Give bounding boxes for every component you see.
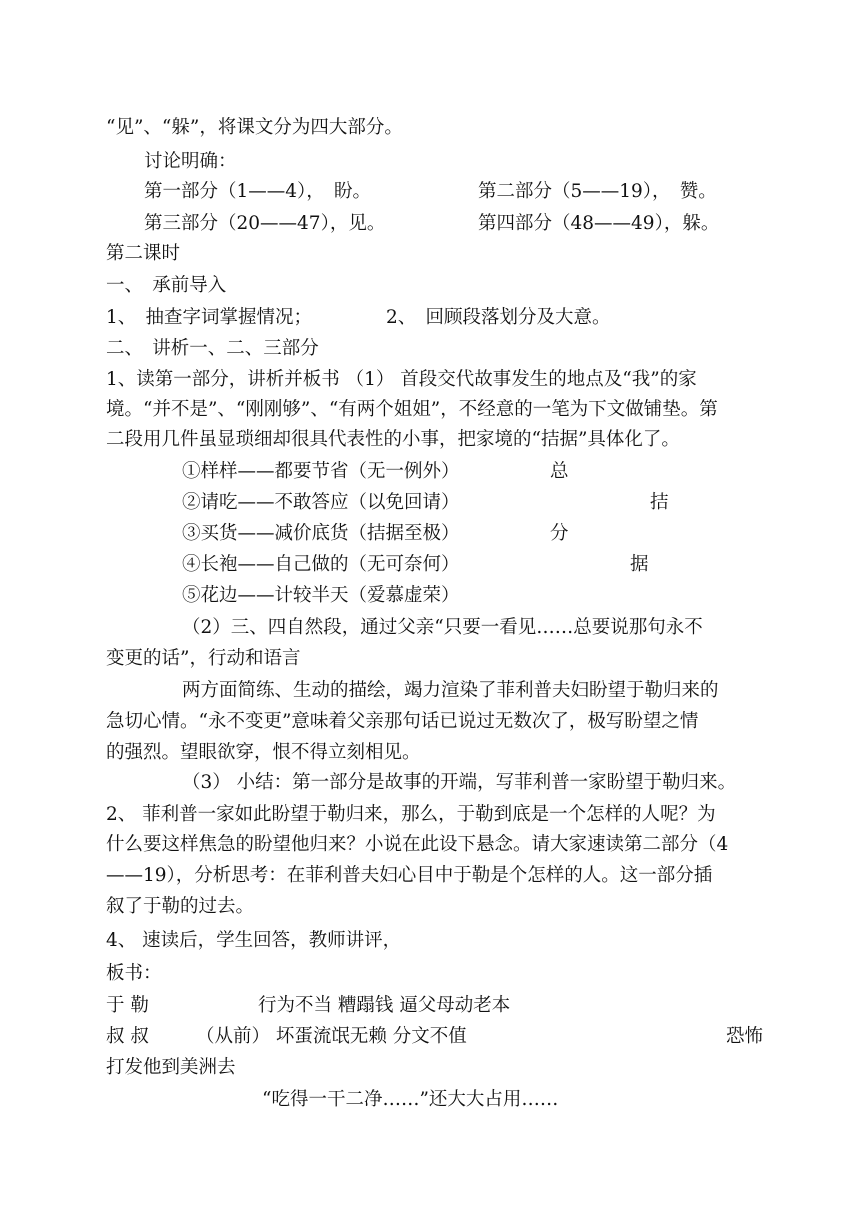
text-line: 2、 回顾段落划分及大意。 <box>386 307 611 328</box>
text-line: （3） 小结：第一部分是故事的开端，写菲利普一家盼望于勒归来。 <box>182 772 737 793</box>
text-line: 急切心情。“永不变更”意味着父亲那句话已说过无数次了，极写盼望之情 <box>106 711 699 732</box>
board-item: ④长袍——自己做的（无可奈何） <box>182 554 460 575</box>
board-item: “吃得一干二净……”还大大占用…… <box>262 1089 559 1110</box>
board-side-char: 总 <box>550 461 569 482</box>
text-line: “见”、“躲”，将课文分为四大部分。 <box>106 117 403 138</box>
text-line: 4、 速读后，学生回答，教师讲评， <box>106 930 402 951</box>
text-line: 变更的话”，行动和语言 <box>106 648 301 669</box>
board-item: ②请吃——不敢答应（以免回请） <box>182 492 460 513</box>
text-line: 第一部分（1——4）， 盼。 <box>144 181 372 202</box>
text-line: ——19），分析思考：在菲利普夫妇心目中于勒是个怎样的人。这一部分插 <box>106 865 713 886</box>
text-line: 1、读第一部分，讲析并板书 （1） 首段交代故事发生的地点及“我”的家 <box>106 369 697 390</box>
board-side-char: 拮 <box>650 492 669 513</box>
text-line: 2、 菲利普一家如此盼望于勒归来，那么，于勒到底是一个怎样的人呢？为 <box>106 804 716 825</box>
text-line: 叙了于勒的过去。 <box>106 896 255 917</box>
text-line: 第三部分（20——47），见。 <box>144 213 386 234</box>
board-item: ③买货——减价底货（拮据至极） <box>182 523 460 544</box>
text-line: 二段用几件虽显琐细却很具代表性的小事，把家境的“拮据”具体化了。 <box>106 429 680 450</box>
board-item: （从前） 坏蛋流氓无赖 分文不值 <box>196 1026 467 1047</box>
section-heading: 第二课时 <box>106 243 181 264</box>
text-line: 1、 抽查字词掌握情况； <box>106 307 313 328</box>
board-label: 叔 叔 <box>106 1026 149 1047</box>
text-line: 的强烈。望眼欲穿，恨不得立刻相见。 <box>106 742 421 763</box>
text-line: 板书： <box>106 963 162 984</box>
text-line: 两方面简练、生动的描绘，竭力渲染了菲利普夫妇盼望于勒归来的 <box>182 680 719 701</box>
text-line: 第四部分（48——49），躲。 <box>478 213 720 234</box>
text-line: 境。“并不是”、“刚刚够”、“有两个姐姐”，不经意的一笔为下文做铺垫。第 <box>106 399 718 420</box>
text-line: 讨论明确： <box>144 151 237 172</box>
board-item: ①样样——都要节省（无一例外） <box>182 461 460 482</box>
text-line: 第二部分（5——19）， 赞。 <box>478 181 717 202</box>
board-item: ⑤花边——计较半天（爱慕虚荣） <box>182 585 460 606</box>
section-heading: 一、 承前导入 <box>106 275 227 296</box>
board-label: 于 勒 <box>106 995 149 1016</box>
text-line: （2）三、四自然段，通过父亲“只要一看见……总要说那句永不 <box>182 617 703 638</box>
section-heading: 二、 讲析一、二、三部分 <box>106 338 319 359</box>
board-side-char: 据 <box>630 554 649 575</box>
board-side-char: 恐怖 <box>726 1026 764 1047</box>
board-item: 打发他到美洲去 <box>106 1057 236 1078</box>
board-side-char: 分 <box>550 523 569 544</box>
text-line: 什么要这样焦急的盼望他归来？小说在此设下悬念。请大家速读第二部分（4 <box>106 834 729 855</box>
board-item: 行为不当 糟蹋钱 逼父母动老本 <box>258 995 511 1016</box>
